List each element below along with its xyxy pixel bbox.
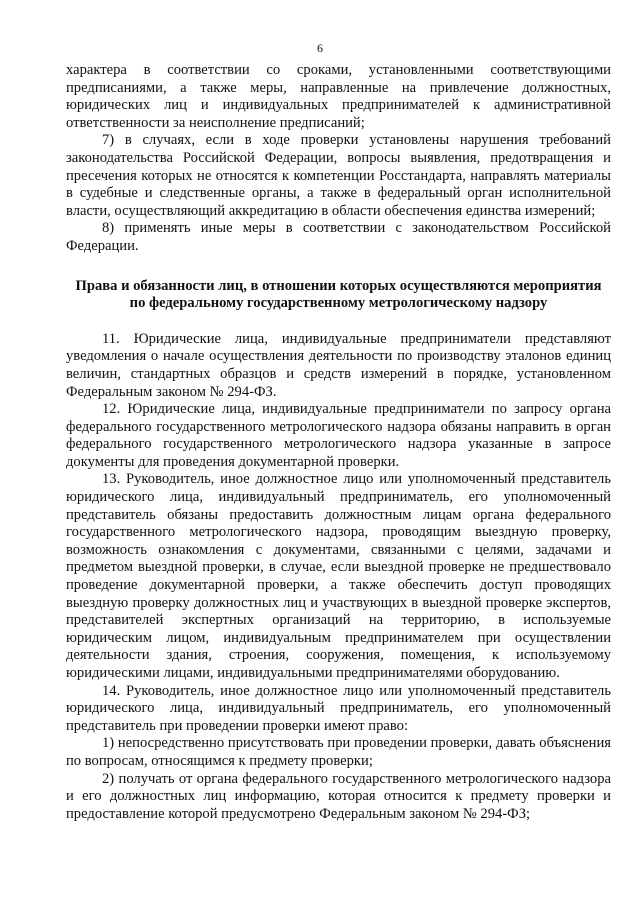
- paragraph: 11. Юридические лица, индивидуальные предприниматели представляют уведомления о начале осуществления деятельности по производству эталонов единиц величин, стандартных образцов и средств измерений в порядке, установленном Федеральным законом № 294-ФЗ.: [66, 330, 611, 400]
- paragraph: 7) в случаях, если в ходе проверки установлены нарушения требований законодательства Российской Федерации, вопросы выявления, предотвращения и пресечения которых не относятся к компетенции Росстандарта, направлять материалы в судебные и следственные органы, а также в федеральный орган исполнительной власти, осуществляющий аккредитацию в области обеспечения единства измерений;: [66, 132, 611, 219]
- document-body: [66, 62, 611, 823]
- paragraph: характера в соответствии со сроками, установленными соответствующими предписаниями, а также меры, направленные на привлечение должностных, юридических лиц и индивидуальных предпринимателей к административной ответственности за неисполнение предписаний;: [66, 62, 611, 131]
- paragraph: 13. Руководитель, иное должностное лицо или уполномоченный представитель юридического лица, индивидуальный предприниматель, его уполномоченный представитель обязаны предоставить должностным лицам органа федерального государственного метрологического надзора, проводящим выездную проверку, возможность ознакомления с документами, связанными с целями, задачами и предметом выездной проверки, в случае, если выездной проверке не предшествовало проведение документарной проверки, а также обеспечить доступ проводящих выездную проверку должностных лиц и участвующих в выездной проверке экспертов, представителей экспертных организаций на территорию, в используемые юридическим лицом, индивидуальным предпринимателем при осуществлении деятельности здания, строения, сооружения, помещения, к используемому юридическими лицами, индивидуальными предпринимателями оборудованию.: [66, 471, 611, 681]
- paragraph: 2) получать от органа федерального государственного метрологического надзора и его должностных лиц информацию, которая относится к предмету проверки и предоставление которой предусмотрено Федеральным законом № 294-ФЗ;: [66, 770, 611, 822]
- paragraphs-before-heading: [66, 62, 611, 256]
- paragraphs-after-heading: [66, 331, 611, 824]
- page-number: 6: [317, 41, 323, 55]
- paragraph: 12. Юридические лица, индивидуальные предприниматели по запросу органа федерального государственного метрологического надзора обязаны направить в орган федерального государственного метрологического надзора указанные в запросе документы для проведения документарной проверки.: [66, 401, 611, 470]
- paragraph: 14. Руководитель, иное должностное лицо или уполномоченный представитель юридического лица, индивидуальный предприниматель, его уполномоченный представитель при проведении проверки имеют право:: [66, 682, 611, 734]
- section-heading: Права и обязанности лиц, в отношении которых осуществляются мероприятия по федеральному государственному метрологическому надзору: [75, 277, 602, 312]
- paragraph: 8) применять иные меры в соответствии с законодательством Российской Федерации.: [66, 220, 611, 254]
- paragraph: 1) непосредственно присутствовать при проведении проверки, давать объяснения по вопросам, относящимся к предмету проверки;: [66, 735, 611, 769]
